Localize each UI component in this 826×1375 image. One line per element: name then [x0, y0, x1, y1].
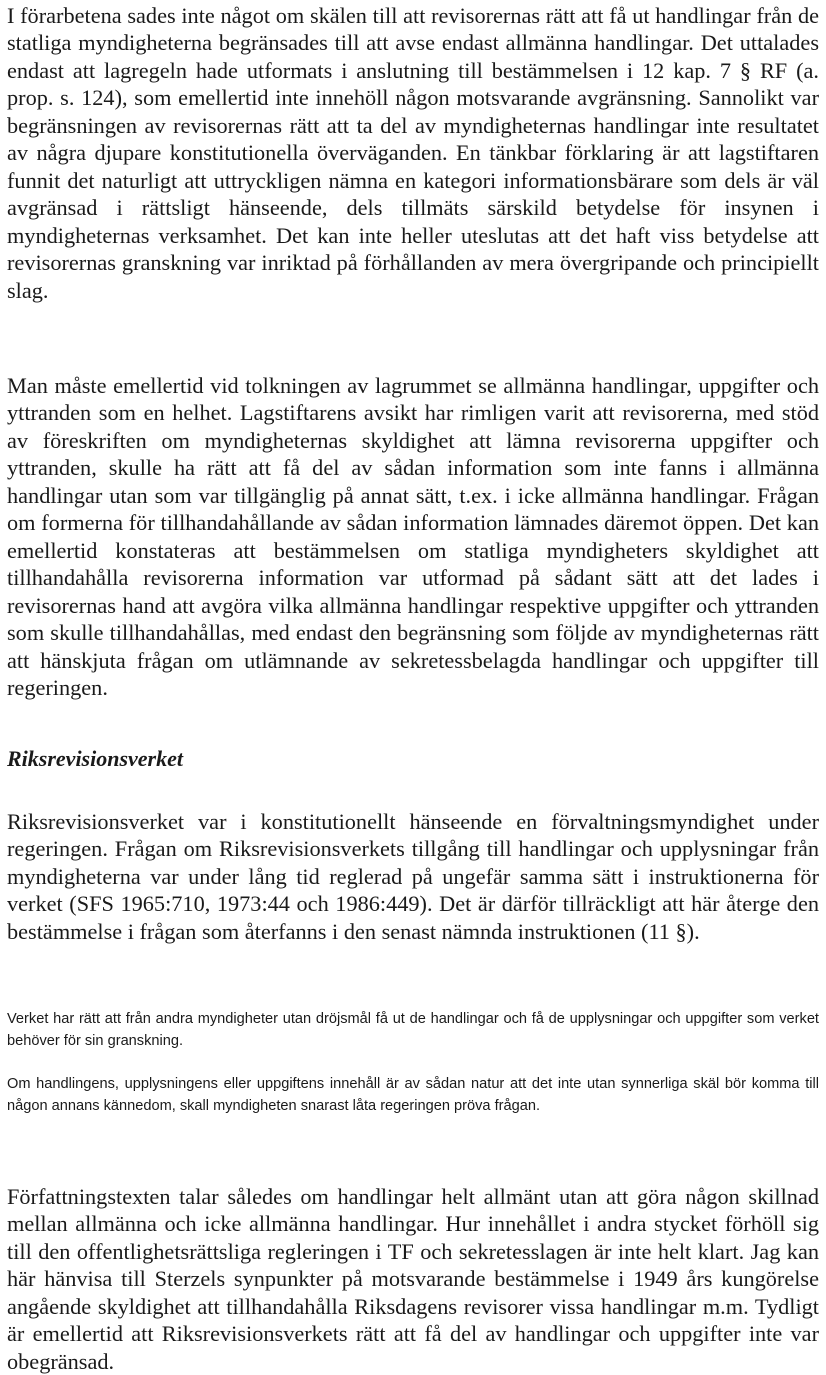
quote-first-paragraph: Verket har rätt att från andra myndigheter utan dröjsmål få ut de handlingar och få de upplysningar och uppgifter som verket behöver för sin granskning.	[7, 1011, 819, 1049]
quote-second-paragraph: Om handlingens, upplysningens eller uppgiftens innehåll är av sådan natur att det inte utan synnerliga skäl bör komma till någon annans kännedom, skall myndigheten snarast låta regeringen pröva frågan.	[7, 1076, 819, 1114]
paragraph-statute-text: Författningstexten talar således om handlingar helt allmänt utan att göra någon skillnad mellan allmänna och icke allmänna handlingar. Hur innehållet i andra stycket förhöll sig till den offentlighetsrättsliga regleringen i TF och sekretesslagen är inte helt klart. Jag kan här hänvisa till Sterzels synpunkter på motsvarande bestämmelse i 1949 års kungörelse angående skyldighet att tillhandahålla Riksdagens revisorer vissa handlingar m.m. Tydligt är emellertid att Riksrevisionsverkets rätt att få del av handlingar och uppgifter inte var obegränsad.	[7, 1184, 819, 1374]
paragraph-interpretation: Man måste emellertid vid tolkningen av lagrummet se allmänna handlingar, uppgifter och yttranden som en helhet. Lagstiftarens avsikt har rimligen varit att revisorerna, med stöd av föreskriften om myndigheternas skyldighet att lämna revisorerna uppgifter och yttranden, skulle ha rätt att få del av sådan information som inte fanns i allmänna handlingar utan som var tillgänglig på annat sätt, t.ex. i icke allmänna handlingar. Frågan om formerna för tillhandahållande av sådan information lämnades däremot öppen. Det kan emellertid konstateras att bestämmelsen om statliga myndigheters skyldighet att tillhandahålla revisorerna information var utformad på sådant sätt att det lades i revisorernas hand att avgöra vilka allmänna handlingar respektive uppgifter och yttranden som skulle tillhandahållas, med endast den begränsning som följde av myndigheternas rätt att hänskjuta frågan om utlämnande av sekretessbelagda handlingar och uppgifter till regeringen.	[7, 373, 819, 700]
section-heading: Riksrevisionsverket	[7, 746, 183, 771]
paragraph-prior-reasoning: I förarbetena sades inte något om skälen till att revisorernas rätt att få ut handlingar från de statliga myndigheterna begränsades till att avse endast allmänna handlingar. Det uttalades endast att lagregeln hade utformats i anslutning till bestämmelsen i 12 kap. 7 § RF (a. prop. s. 124), som emellertid inte innehöll någon motsvarande avgränsning. Sannolikt var begränsningen av revisorernas rätt att ta del av myndigheternas handlingar inte resultatet av några djupare konstitutionella överväganden. En tänkbar förklaring är att lagstiftaren funnit det naturligt att uttryckligen nämna en kategori informationsbärare som dels är väl avgränsad i rättsligt hänseende, dels tillmäts särskild betydelse för insynen i myndigheternas verksamhet. Det kan inte heller uteslutas att det haft viss betydelse att revisorernas granskning var inriktad på förhållanden av mera övergripande och principiellt slag.	[7, 3, 819, 303]
paragraph-riksrevisionsverket: Riksrevisionsverket var i konstitutionellt hänseende en förvaltningsmyndighet under regeringen. Frågan om Riksrevisionsverkets tillgång till handlingar och upplysningar från myndigheterna var under lång tid reglerad på ungefär samma sätt i instruktionerna för verket (SFS 1965:710, 1973:44 och 1986:449). Det är därför tillräckligt att här återge den bestämmelse i frågan som återfanns i den senast nämnda instruktionen (11 §).	[7, 809, 819, 944]
